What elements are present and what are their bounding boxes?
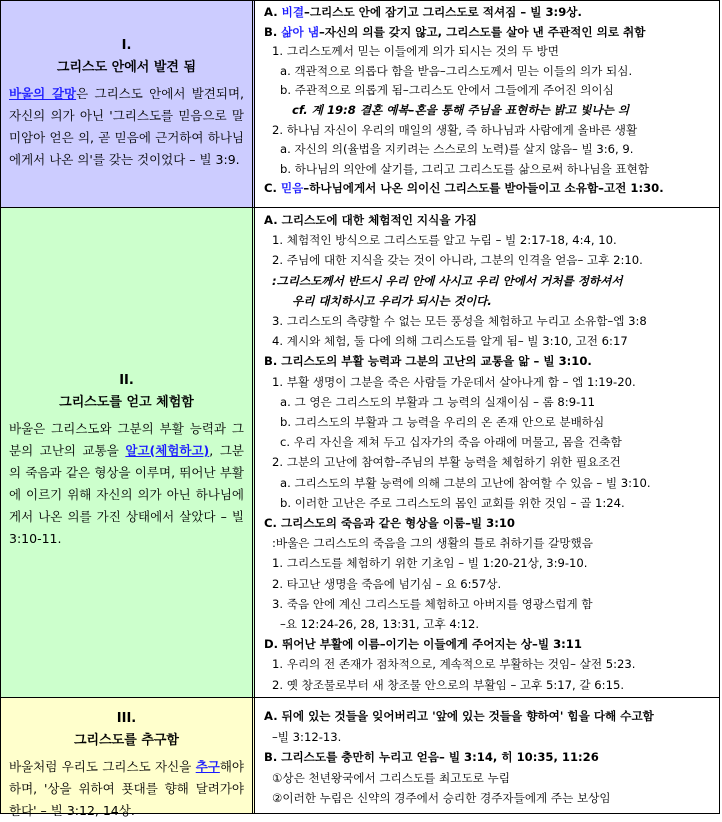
outline-point: D. 뛰어난 부활에 이름–이기는 이들에게 주어지는 상–빌 3:11 [264, 637, 582, 652]
outline-point: B. 그리스도의 부활 능력과 그분의 고난의 교통을 앎 – 빌 3:10. [264, 354, 592, 369]
outline-point: a. 그 영은 그리스도의 부활과 그 능력의 실재이심 – 롬 8:9-11 [280, 394, 596, 409]
outline-point: 1. 체험적인 방식으로 그리스도를 알고 누림 – 빌 2:17-18, 4:4, 10. [272, 233, 617, 248]
section-title: 그리스도를 추구함 [74, 733, 179, 748]
outline-point: C. 믿음–하나님에게서 나온 의이신 그리스도를 받아들이고 소유함–고전 1:30. [264, 181, 664, 196]
section-row-1 [1, 1, 719, 208]
outline-point: A. 그리스도에 대한 체험적인 지식을 가짐 [264, 213, 477, 227]
outline-point: C. 그리스도의 죽음과 같은 형상을 이룸–빌 3:10 [264, 516, 515, 531]
outline-point: 우리 대치하시고 우리가 되시는 것이다. [292, 293, 492, 308]
outline-point: 3. 그리스도의 측량할 수 없는 모든 풍성을 체험하고 누리고 소유함–엡 3:8 [272, 314, 647, 329]
outline-point: ①상은 천년왕국에서 그리스도를 최고도로 누림 [272, 770, 510, 785]
section-title: 그리스도를 얻고 체험함 [59, 395, 194, 410]
highlight-text: 바울의 갈망 [9, 86, 77, 101]
section-number: III. [116, 711, 137, 726]
outline-point: a. 객관적으로 의롭다 함을 받음–그리스도께서 믿는 이들의 의가 되심. [280, 63, 633, 78]
section-description: 바울은 그리스도와 그분의 부활 능력과 그분의 고난의 교통을 알고(체험하고), 그분의 죽음과 같은 형상을 이루며, 뛰어난 부활에 이르기 위해 자신의 의가 아닌 하나님에게서 나온 의를 가진 상태에서 살았다 – 빌 3:10-11. [9, 421, 244, 546]
outline-point: –요 12:24-26, 28, 13:31, 고후 4:12. [280, 617, 480, 632]
outline-point: :바울은 그리스도의 죽음을 그의 생활의 틀로 취하기를 갈망했음 [272, 536, 593, 551]
section-number: II. [119, 373, 134, 388]
outline-point: c. 우리 자신을 제쳐 두고 십자가의 죽음 아래에 머물고, 몸을 건축함 [280, 435, 622, 450]
section-1-summary [1, 1, 255, 207]
section-description: 바울의 갈망은 그리스도 안에서 발견되며, 자신의 의가 아닌 '그리스도를 믿음으로 말미암아 얻은 의, 곧 믿음에 근거하여 하나님에게서 나온 의'를 갖는 것이었다 – 빌 3:9. [9, 86, 245, 167]
outline-point: b. 하나님의 의안에 살기를, 그리고 그리스도를 삶으로써 하나님을 표현함 [280, 161, 650, 176]
section-row-3 [1, 698, 719, 818]
outline-point: 1. 우리의 전 존재가 점차적으로, 계속적으로 부활하는 것임– 살전 5:23. [272, 657, 636, 672]
outline-point: 1. 그리스도를 체험하기 위한 기초임 – 빌 1:20-21상, 3:9-10. [272, 556, 588, 571]
outline-point: :그리스도께서 반드시 우리 안에 사시고 우리 안에서 거처를 정하셔서 [272, 273, 623, 288]
outline-point: 3. 죽음 안에 계신 그리스도를 체험하고 아버지를 영광스럽게 함 [272, 596, 593, 611]
section-3-outline [258, 698, 719, 813]
outline-point: A. 뒤에 있는 것들을 잊어버리고 '앞에 있는 것들을 향하여' 힘을 다해 수고함 [264, 709, 654, 723]
section-1-outline [258, 1, 719, 207]
outline-point: A. 비결–그리스도 안에 잠기고 그리스도로 적셔짐 – 빌 3:9상. [264, 5, 582, 19]
highlight-text: 추구 [195, 759, 220, 774]
outline-point: 1. 그리스도께서 믿는 이들에게 의가 되시는 것의 두 방면 [272, 44, 559, 59]
outline-point: –빌 3:12-13. [272, 729, 342, 744]
outline-point: 1. 부활 생명이 그분을 죽은 사람들 가운데서 살아나게 함 – 엡 1:19-20. [272, 374, 636, 389]
outline-point: a. 자신의 의(율법을 지키려는 스스로의 노력)를 살지 않음– 빌 3:6, 9. [280, 142, 634, 157]
outline-point: cf. 계 19:8 결혼 예복–혼을 통해 주님을 표현하는 밝고 빛나는 의 [292, 102, 630, 117]
outline-point: 2. 하나님 자신이 우리의 매일의 생활, 즉 하나님과 사람에게 올바른 생활 [272, 122, 638, 137]
section-number: I. [121, 38, 132, 53]
section-2-summary [1, 208, 255, 697]
outline-point: 2. 옛 창조물로부터 새 창조물 안으로의 부활임 – 고후 5:17, 갈 6:15. [272, 677, 625, 692]
section-row-2 [1, 208, 719, 698]
outline-point: 2. 주님에 대한 지식을 갖는 것이 아니라, 그분의 인격을 얻음– 고후 2:10. [272, 253, 643, 268]
section-2-outline [258, 208, 719, 697]
outline-point: b. 이러한 고난은 주로 그리스도의 몸인 교회를 위한 것임 – 골 1:24. [280, 495, 625, 510]
section-title: 그리스도 안에서 발견 됨 [56, 60, 197, 75]
outline-point: ②이러한 누림은 신약의 경주에서 승리한 경주자들에게 주는 보상임 [272, 791, 611, 805]
section-description: 바울처럼 우리도 그리스도 자신을 추구해야 하며, '상을 위하여 푯대를 향해 달려가야 한다' – 빌 3:12, 14상. [9, 759, 244, 818]
outline-point: B. 삶아 냄–자신의 의를 갖지 않고, 그리스도를 살아 낸 주관적인 의로 취함 [264, 24, 646, 39]
outline-point: b. 그리스도의 부활과 그 능력을 우리의 온 존재 안으로 분배하심 [280, 415, 605, 430]
outline-point: 2. 그분의 고난에 참여함–주님의 부활 능력을 체험하기 위한 필요조건 [272, 455, 621, 470]
outline-point: 4. 계시와 체험, 둘 다에 의해 그리스도를 알게 됨– 빌 3:10, 고전 6:17 [272, 334, 628, 349]
outline-point: B. 그리스도를 충만히 누리고 얻음– 빌 3:14, 히 10:35, 11:26 [264, 750, 599, 764]
section-3-summary [1, 698, 255, 818]
highlight-text: 알고(체험하고) [125, 443, 210, 458]
outline-point: b. 주관적으로 의롭게 됨–그리스도 안에서 그들에게 주어진 의이심 [280, 83, 614, 98]
outline-point: a. 그리스도의 부활 능력에 의해 그분의 고난에 참여할 수 있음 – 빌 3:10. [280, 475, 651, 490]
outline-point: 2. 타고난 생명을 죽음에 넘기심 – 요 6:57상. [272, 576, 502, 591]
